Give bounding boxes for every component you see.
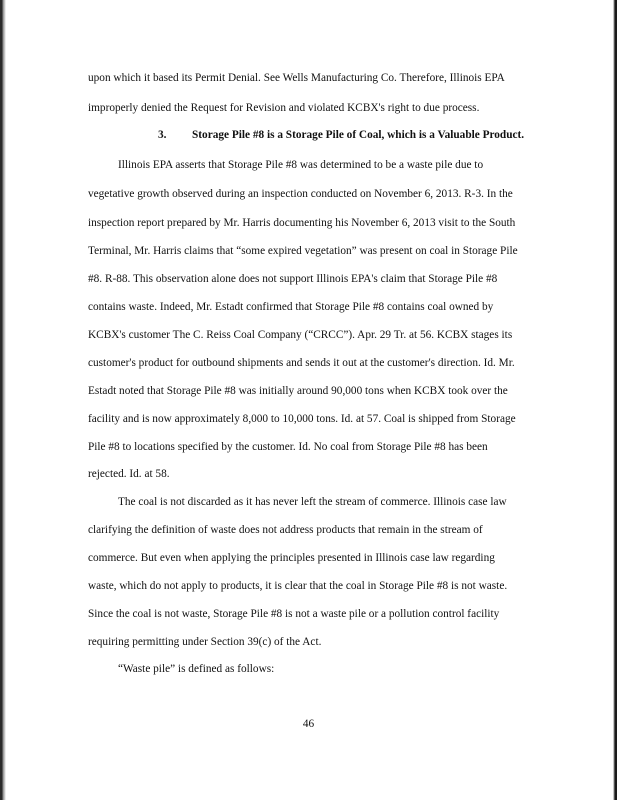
text-line: #8. R-88. This observation alone does not support Illinois EPA's claim that Storage Pile #8: [88, 273, 498, 285]
text-line: customer's product for outbound shipments and sends it out at the customer's direction. Id. Mr.: [88, 357, 515, 369]
text-line: requiring permitting under Section 39(c) of the Act.: [88, 636, 322, 648]
text-line: rejected. Id. at 58.: [88, 468, 170, 480]
text-line: Since the coal is not waste, Storage Pile #8 is not a waste pile or a pollution control facility: [88, 608, 500, 620]
text-line: commerce. But even when applying the principles presented in Illinois case law regarding: [88, 552, 495, 564]
text-line: inspection report prepared by Mr. Harris documenting his November 6, 2013 visit to the South: [88, 217, 516, 229]
text-line: improperly denied the Request for Revision and violated KCBX's right to due process.: [88, 102, 480, 114]
text-line: Terminal, Mr. Harris claims that “some expired vegetation” was present on coal in Storage Pile: [88, 245, 518, 257]
section-heading: [158, 128, 524, 142]
text-line: KCBX's customer The C. Reiss Coal Company (“CRCC”). Apr. 29 Tr. at 56. KCBX stages its: [88, 329, 513, 341]
text-line: facility and is now approximately 8,000 to 10,000 tons. Id. at 57. Coal is shipped from Storage: [88, 413, 516, 425]
text-line: vegetative growth observed during an inspection conducted on November 6, 2013. R-3. In the: [88, 188, 513, 200]
heading-text: Storage Pile #8 is a Storage Pile of Coal, which is a Valuable Product.: [192, 129, 525, 141]
text-line: contains waste. Indeed, Mr. Estadt confirmed that Storage Pile #8 contains coal owned by: [88, 301, 494, 313]
scan-edge-right: [613, 0, 617, 800]
page-number: 46: [302, 718, 315, 730]
text-line: Pile #8 to locations specified by the customer. Id. No coal from Storage Pile #8 has been: [88, 441, 488, 453]
heading-number: 3.: [158, 129, 167, 141]
scan-edge-left: [0, 0, 6, 800]
text-line: waste, which do not apply to products, it is clear that the coal in Storage Pile #8 is not waste.: [88, 580, 508, 592]
text-line: clarifying the definition of waste does not address products that remain in the stream of: [88, 524, 483, 536]
text-line: upon which it based its Permit Denial. See Wells Manufacturing Co. Therefore, Illinois EPA: [88, 72, 505, 84]
text-line: “Waste pile” is defined as follows:: [118, 663, 275, 675]
text-line: Estadt noted that Storage Pile #8 was initially around 90,000 tons when KCBX took over the: [88, 385, 508, 397]
text-line: Illinois EPA asserts that Storage Pile #8 was determined to be a waste pile due to: [118, 159, 484, 171]
text-line: The coal is not discarded as it has never left the stream of commerce. Illinois case law: [118, 496, 507, 508]
